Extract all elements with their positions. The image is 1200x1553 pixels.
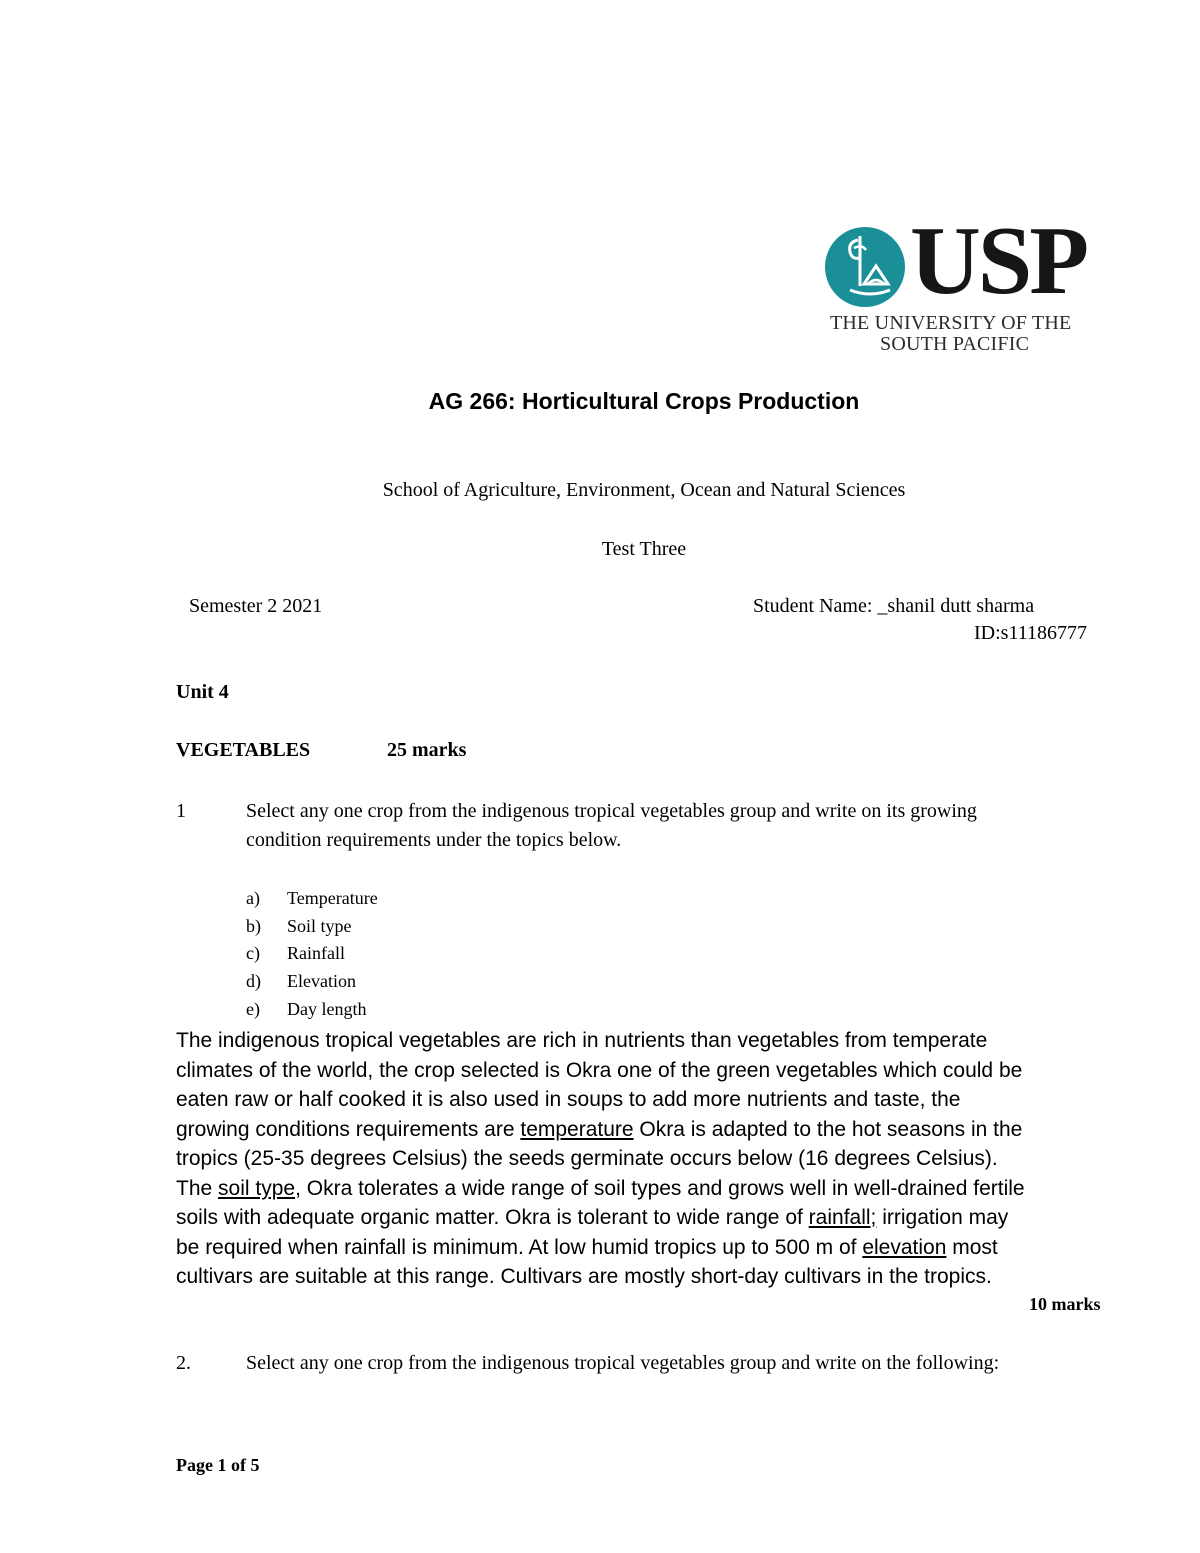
answer-line: growing conditions requirements are temperature Okra is adapted to the hot seasons in the — [176, 1117, 1023, 1141]
question-1-line2: condition requirements under the topics below. — [246, 829, 622, 851]
list-item-elevation: Elevation — [287, 971, 356, 991]
question-2-number: 2. — [176, 1352, 191, 1374]
course-title: AG 266: Horticultural Crops Production — [428, 388, 860, 414]
question-1-marks: 10 marks — [1029, 1294, 1101, 1314]
list-item-day-length: Day length — [287, 999, 367, 1019]
page-number: Page 1 of 5 — [176, 1455, 260, 1475]
list-item-letter: c) — [246, 943, 260, 963]
question-1-number: 1 — [176, 800, 186, 822]
section-heading: VEGETABLES — [176, 739, 311, 761]
answer-line: tropics (25-35 degrees Celsius) the seeds germinate occurs below (16 degrees Celsius). — [176, 1147, 998, 1170]
answer-line: The soil type, Okra tolerates a wide range of soil types and grows well in well-drained fertile — [176, 1176, 1025, 1200]
logo-region-line: SOUTH PACIFIC — [880, 333, 1030, 355]
list-item-letter: b) — [246, 916, 261, 936]
usp-logo — [824, 207, 1114, 356]
student-name: Student Name: _shanil dutt sharma — [753, 595, 1035, 617]
logo-university-line: THE UNIVERSITY OF THE — [830, 312, 1072, 334]
question-1-line1: Select any one crop from the indigenous tropical vegetables group and write on its growing — [246, 800, 977, 822]
answer-line: eaten raw or half cooked it is also used in soups to add more nutrients and taste, the — [176, 1088, 961, 1111]
underlined-elevation: elevation — [862, 1235, 947, 1259]
answer-line: soils with adequate organic matter. Okra is tolerant to wide range of rainfall; irrigation may — [176, 1206, 1009, 1229]
list-item-letter: a) — [246, 888, 260, 908]
usp-wordmark: USP — [910, 207, 1087, 315]
answer-line: be required when rainfall is minimum. At low humid tropics up to 500 m of elevation most — [176, 1235, 998, 1259]
test-name: Test Three — [601, 538, 687, 560]
answer-line: climates of the world, the crop selected is Okra one of the green vegetables which could be — [176, 1058, 1023, 1082]
list-item-temperature: Temperature — [287, 888, 378, 908]
school-name: School of Agriculture, Environment, Ocean and Natural Sciences — [382, 479, 906, 501]
list-item-soil-type: Soil type — [287, 916, 352, 936]
question-1-answer — [176, 1026, 1136, 1292]
answer-line: cultivars are suitable at this range. Cultivars are mostly short-day cultivars in the tropics. — [176, 1265, 992, 1288]
underlined-soil-type: soil type — [218, 1176, 296, 1200]
underlined-temperature: temperature — [520, 1117, 634, 1141]
underlined-rainfall: rainfall; — [808, 1206, 877, 1229]
answer-line: The indigenous tropical vegetables are rich in nutrients than vegetables from temperate — [176, 1029, 988, 1052]
question-2-text: Select any one crop from the indigenous tropical vegetables group and write on the following: — [246, 1352, 1000, 1374]
semester-label: Semester 2 2021 — [189, 595, 323, 617]
usp-emblem-icon — [824, 226, 916, 308]
list-item-letter: e) — [246, 999, 260, 1019]
list-item-letter: d) — [246, 971, 261, 991]
unit-label: Unit 4 — [176, 681, 229, 703]
list-item-rainfall: Rainfall — [287, 943, 345, 963]
section-marks: 25 marks — [387, 739, 467, 761]
student-id: ID:s11186777 — [974, 622, 1087, 644]
